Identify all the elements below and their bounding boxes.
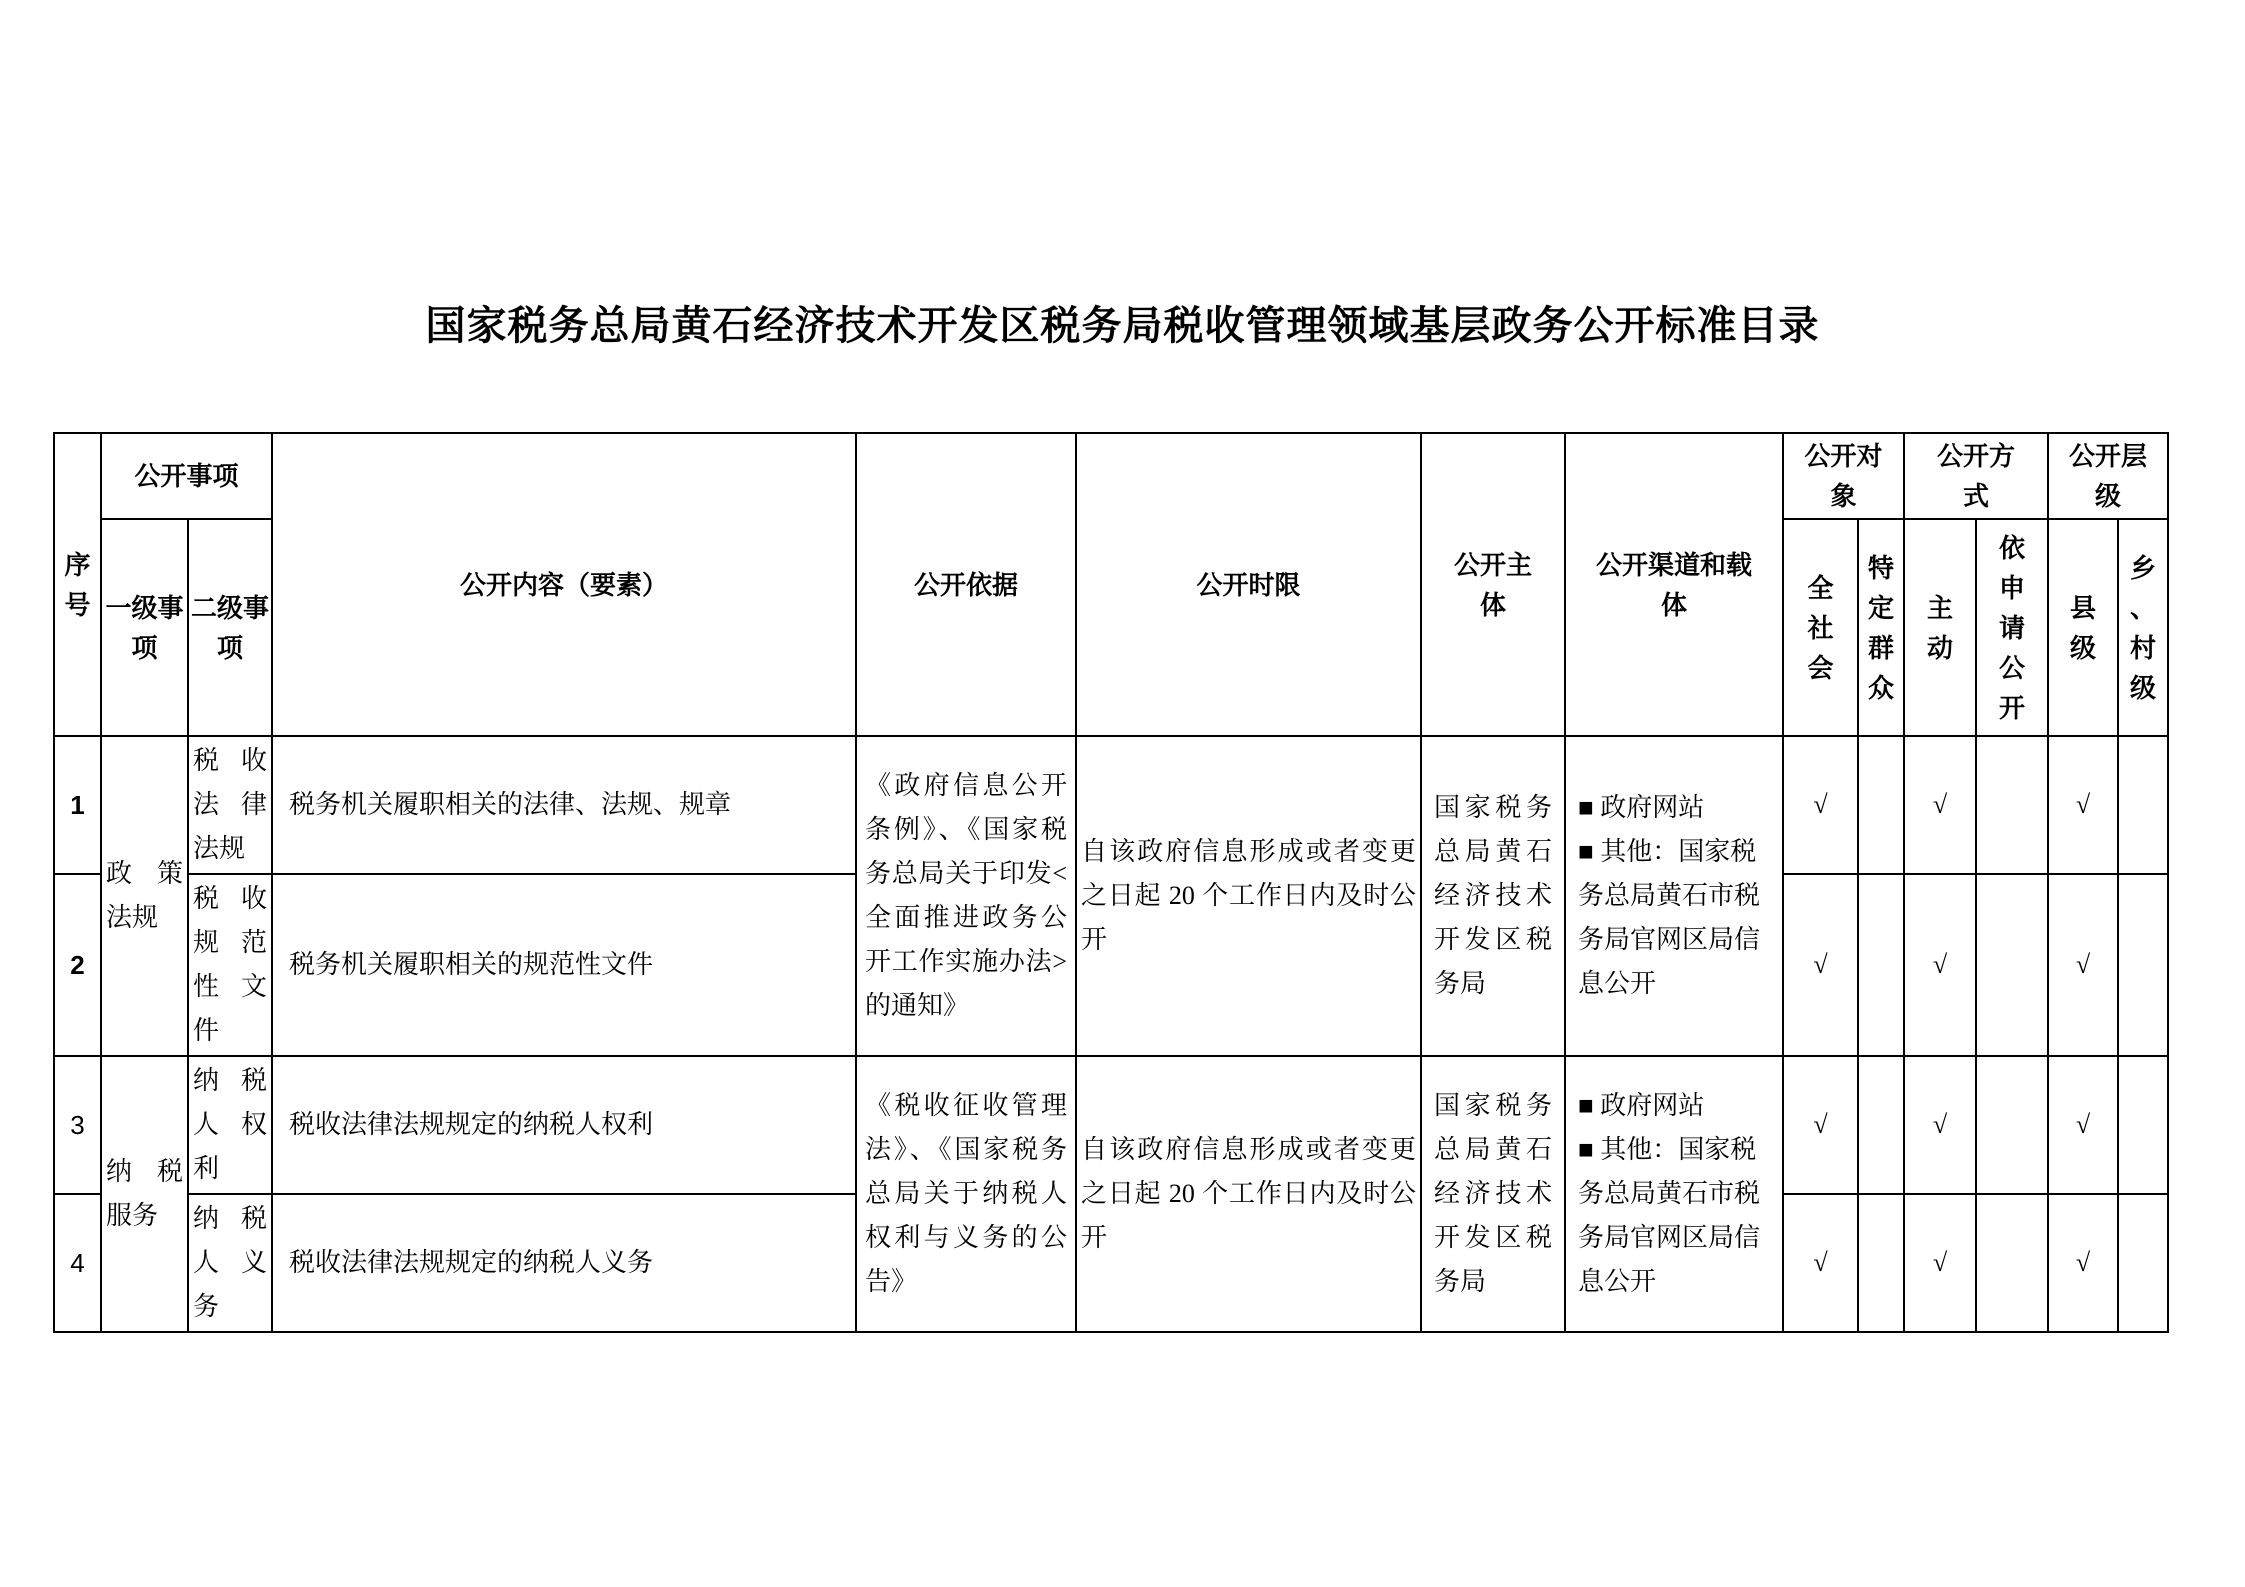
cell-level1-item-group1: 政策法规 xyxy=(101,736,188,1056)
check-row2-audience-all: √ xyxy=(1783,874,1858,1056)
check-row2-method-active: √ xyxy=(1904,874,1976,1056)
cell-level2-item-4: 纳税人义务 xyxy=(188,1194,272,1332)
header-row-1 xyxy=(54,433,2168,519)
check-row4-method-active: √ xyxy=(1904,1194,1976,1332)
header-disclosure-channel-label: 公开渠道和载体 xyxy=(1596,549,1753,620)
header-level1-item xyxy=(101,519,188,736)
header-level-county-label: 县级 xyxy=(2070,592,2097,663)
cell-channel-group2 xyxy=(1565,1056,1783,1332)
header-disclosure-content-label: 公开内容（要素） xyxy=(460,569,669,600)
header-level-group-label: 公开层级 xyxy=(2069,441,2148,511)
header-serial-number-label: 序号 xyxy=(64,549,91,620)
header-method-on-request xyxy=(1976,519,2048,736)
check-row4-level-village xyxy=(2118,1194,2168,1332)
header-disclosure-subject xyxy=(1421,433,1565,736)
check-row4-method-on-request xyxy=(1976,1194,2048,1332)
check-row2-method-on-request xyxy=(1976,874,2048,1056)
header-method-active-label: 主动 xyxy=(1927,592,1954,663)
header-level-village xyxy=(2118,519,2168,736)
header-disclosure-content xyxy=(272,433,856,736)
header-level1-item-label: 一级事项 xyxy=(105,592,184,663)
cell-channel-group1 xyxy=(1565,736,1783,1056)
check-row1-method-on-request xyxy=(1976,736,2048,874)
header-level-village-label: 乡、村级 xyxy=(2130,552,2157,703)
cell-serial-2: 2 xyxy=(54,874,101,1056)
header-audience-specific-label: 特定群众 xyxy=(1868,552,1895,703)
header-disclosure-item-group xyxy=(101,433,272,519)
check-row4-level-county: √ xyxy=(2048,1194,2118,1332)
cell-basis-group2: 《税收征收管理法》、《国家税务总局关于纳税人权利与义务的公告》 xyxy=(856,1056,1076,1332)
header-audience-group-label: 公开对象 xyxy=(1804,441,1883,511)
header-audience-group xyxy=(1783,433,1904,519)
cell-level1-item-group2: 纳税服务 xyxy=(101,1056,188,1332)
header-disclosure-item-group-label: 公开事项 xyxy=(134,461,239,491)
cell-time-limit-group1: 自该政府信息形成或者变更之日起 20 个工作日内及时公开 xyxy=(1076,736,1421,1056)
cell-serial-3: 3 xyxy=(54,1056,101,1194)
check-row2-level-village xyxy=(2118,874,2168,1056)
table-row xyxy=(54,736,2168,874)
check-row1-audience-specific xyxy=(1858,736,1904,874)
header-disclosure-time-limit xyxy=(1076,433,1421,736)
check-row1-method-active: √ xyxy=(1904,736,1976,874)
header-level2-item-label: 二级事项 xyxy=(191,592,270,663)
channel-item-government-website: ■ 政府网站 xyxy=(1578,1091,1705,1120)
header-method-group-label: 公开方式 xyxy=(1937,441,2016,511)
cell-serial-4: 4 xyxy=(54,1194,101,1332)
check-row1-level-village xyxy=(2118,736,2168,874)
channel-item-other: ■ 其他：国家税务总局黄石市税务局官网区局信息公开 xyxy=(1578,837,1761,998)
cell-content-3: 税收法律法规规定的纳税人权利 xyxy=(272,1056,856,1194)
cell-content-2: 税务机关履职相关的规范性文件 xyxy=(272,874,856,1056)
check-row3-audience-all: √ xyxy=(1783,1056,1858,1194)
header-serial-number xyxy=(54,433,101,736)
cell-content-1: 税务机关履职相关的法律、法规、规章 xyxy=(272,736,856,874)
header-disclosure-basis xyxy=(856,433,1076,736)
header-disclosure-subject-label: 公开主体 xyxy=(1454,549,1533,620)
check-row2-level-county: √ xyxy=(2048,874,2118,1056)
check-row2-audience-specific xyxy=(1858,874,1904,1056)
disclosure-standards-table xyxy=(53,432,2169,1333)
channel-item-other: ■ 其他：国家税务总局黄石市税务局官网区局信息公开 xyxy=(1578,1135,1761,1296)
cell-subject-group2: 国家税务总局黄石经济技术开发区税务局 xyxy=(1421,1056,1565,1332)
cell-subject-group1: 国家税务总局黄石经济技术开发区税务局 xyxy=(1421,736,1565,1056)
header-audience-all xyxy=(1783,519,1858,736)
header-disclosure-basis-label: 公开依据 xyxy=(914,569,1019,600)
cell-content-4: 税收法律法规规定的纳税人义务 xyxy=(272,1194,856,1332)
page-title: 国家税务总局黄石经济技术开发区税务局税收管理领域基层政务公开标准目录 xyxy=(425,304,1820,348)
cell-level2-item-1: 税收法律法规 xyxy=(188,736,272,874)
cell-serial-1: 1 xyxy=(54,736,101,874)
check-row3-audience-specific xyxy=(1858,1056,1904,1194)
header-method-group xyxy=(1904,433,2048,519)
check-row3-method-on-request xyxy=(1976,1056,2048,1194)
cell-level2-item-3: 纳税人权利 xyxy=(188,1056,272,1194)
check-row3-method-active: √ xyxy=(1904,1056,1976,1194)
check-row4-audience-specific xyxy=(1858,1194,1904,1332)
table-row xyxy=(54,1056,2168,1194)
header-audience-all-label: 全社会 xyxy=(1807,572,1834,683)
check-row1-level-county: √ xyxy=(2048,736,2118,874)
header-level-county xyxy=(2048,519,2118,736)
header-level2-item xyxy=(188,519,272,736)
check-row3-level-county: √ xyxy=(2048,1056,2118,1194)
header-method-active xyxy=(1904,519,1976,736)
cell-time-limit-group2: 自该政府信息形成或者变更之日起 20 个工作日内及时公开 xyxy=(1076,1056,1421,1332)
channel-item-government-website: ■ 政府网站 xyxy=(1578,793,1705,822)
header-disclosure-channel xyxy=(1565,433,1783,736)
cell-level2-item-2: 税收规范性文件 xyxy=(188,874,272,1056)
header-method-on-request-label: 依申请公开 xyxy=(1999,532,2026,723)
header-disclosure-time-limit-label: 公开时限 xyxy=(1196,569,1301,600)
check-row1-audience-all: √ xyxy=(1783,736,1858,874)
check-row4-audience-all: √ xyxy=(1783,1194,1858,1332)
header-audience-specific xyxy=(1858,519,1904,736)
check-row3-level-village xyxy=(2118,1056,2168,1194)
cell-basis-group1: 《政府信息公开条例》、《国家税务总局关于印发<全面推进政务公开工作实施办法>的通知》 xyxy=(856,736,1076,1056)
header-level-group xyxy=(2048,433,2168,519)
